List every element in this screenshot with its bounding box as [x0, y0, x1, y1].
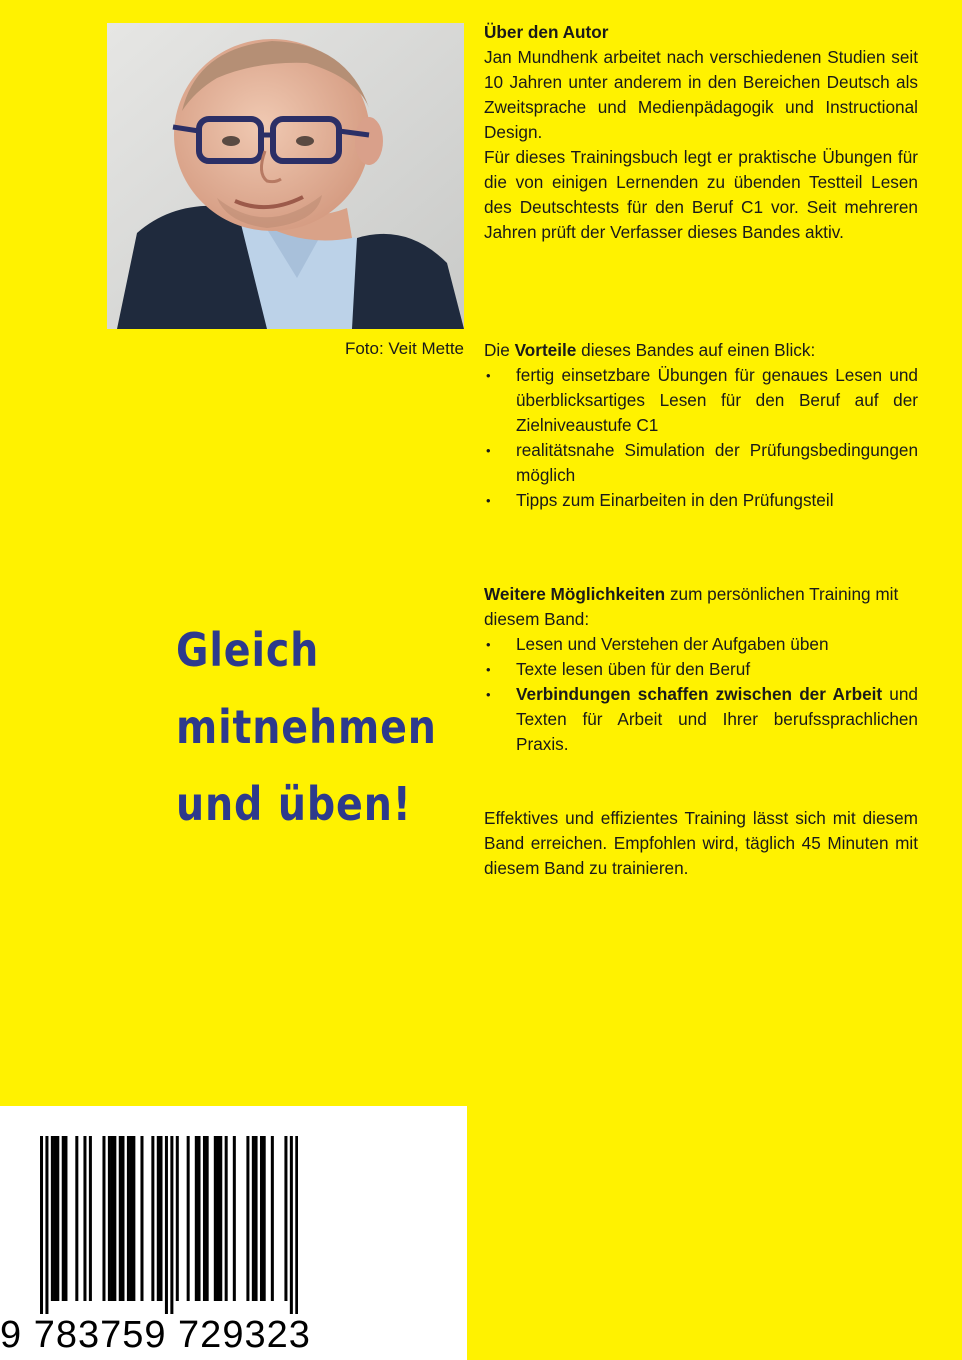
barcode-bar: [217, 1136, 220, 1301]
barcode-bar: [214, 1136, 217, 1301]
about-paragraph: Jan Mundhenk arbeitet nach verschiedenen Studien seit 10 Jahren unter anderem in den Bereichen Deutsch als Zweitsprache und Medienpädagogik und Instructional Design.: [484, 47, 918, 142]
advantages-list: [484, 363, 918, 513]
barcode-bar: [290, 1136, 293, 1314]
barcode-bar: [119, 1136, 122, 1301]
barcode-bar: [170, 1136, 173, 1314]
barcode-bar: [255, 1136, 258, 1301]
list-item: • Texte lesen üben für den Beruf: [484, 657, 918, 682]
barcode-bar: [219, 1136, 222, 1301]
list-item: • Lesen und Verstehen der Aufgaben üben: [484, 632, 918, 657]
barcode-bar: [252, 1136, 255, 1301]
barcode-bar: [225, 1136, 228, 1301]
barcode-bar: [121, 1136, 124, 1301]
barcode-bar: [102, 1136, 105, 1301]
slogan-line: mitnehmen: [176, 700, 437, 754]
isbn-number: 9 783759 729323: [0, 1314, 311, 1356]
slogan-line: und üben!: [176, 777, 412, 831]
barcode-bar: [284, 1136, 287, 1301]
barcode-bar: [295, 1136, 298, 1314]
barcode-bar: [260, 1136, 263, 1301]
barcode-bar: [271, 1136, 274, 1301]
barcode-bar: [165, 1136, 168, 1314]
barcode-bar: [130, 1136, 133, 1301]
barcode-bar: [62, 1136, 65, 1301]
barcode-bar: [51, 1136, 54, 1301]
effective-training-section: [484, 806, 918, 881]
about-heading: Über den Autor: [484, 22, 609, 42]
barcode-bar: [233, 1136, 236, 1301]
barcode-bar: [113, 1136, 116, 1301]
slogan-line: Gleich: [176, 623, 320, 677]
barcode-bar: [157, 1136, 160, 1301]
barcode: [40, 1136, 298, 1314]
list-item: • Verbindungen schaffen zwischen der Arbeit und Texten für Arbeit und Ihrer berufssprachlichen Praxis.: [484, 682, 918, 757]
slogan: [176, 612, 437, 843]
more-options-list: [484, 632, 918, 757]
barcode-bar: [108, 1136, 111, 1301]
barcode-bar: [89, 1136, 92, 1301]
advantages-lead: Die Vorteile dieses Bandes auf einen Blick:: [484, 340, 816, 360]
barcode-bar: [127, 1136, 130, 1301]
barcode-bar: [111, 1136, 114, 1301]
list-item: • Tipps zum Einarbeiten in den Prüfungsteil: [484, 488, 918, 513]
barcode-bar: [159, 1136, 162, 1301]
barcode-bar: [203, 1136, 206, 1301]
barcode-bar: [132, 1136, 135, 1301]
barcode-bar: [187, 1136, 190, 1301]
about-paragraph: Für dieses Trainingsbuch legt er praktische Übungen für die von einigen Lernenden zu übenden Testteil Lesen des Deutschtests für den Beruf C1 vor. Seit mehreren Jahren prüft der Verfasser dieses Bandes aktiv.: [484, 147, 918, 242]
barcode-bar: [45, 1136, 48, 1314]
more-options-lead: Weitere Möglichkeiten zum persönlichen Training mit diesem Band:: [484, 584, 899, 629]
more-options-section: [484, 582, 918, 757]
barcode-bar: [54, 1136, 57, 1301]
barcode-bar: [151, 1136, 154, 1301]
barcode-bar: [64, 1136, 67, 1301]
photo-caption: Foto: Veit Mette: [344, 339, 464, 358]
barcode-bar: [246, 1136, 249, 1301]
effective-training-text: Effektives und effizientes Training lässt sich mit diesem Band erreichen. Empfohlen wird, täglich 45 Minuten mit diesem Band zu trainieren.: [484, 808, 918, 878]
list-item: • realitätsnahe Simulation der Prüfungsbedingungen möglich: [484, 438, 918, 488]
barcode-bar: [263, 1136, 266, 1301]
barcode-bar: [198, 1136, 201, 1301]
list-item: • fertig einsetzbare Übungen für genaues Lesen und überblicksartiges Lesen für den Beruf auf der Zielniveaustufe C1: [484, 363, 918, 438]
barcode-bar: [75, 1136, 78, 1301]
barcode-bar: [56, 1136, 59, 1301]
barcode-bar: [83, 1136, 86, 1301]
barcode-bar: [140, 1136, 143, 1301]
barcode-area: [0, 1106, 467, 1360]
barcode-bar: [40, 1136, 43, 1314]
advantages-section: [484, 338, 918, 513]
barcode-bar: [206, 1136, 209, 1301]
about-author-section: [484, 20, 918, 245]
barcode-bar: [195, 1136, 198, 1301]
barcode-bar: [176, 1136, 179, 1301]
author-photo: [107, 23, 464, 329]
